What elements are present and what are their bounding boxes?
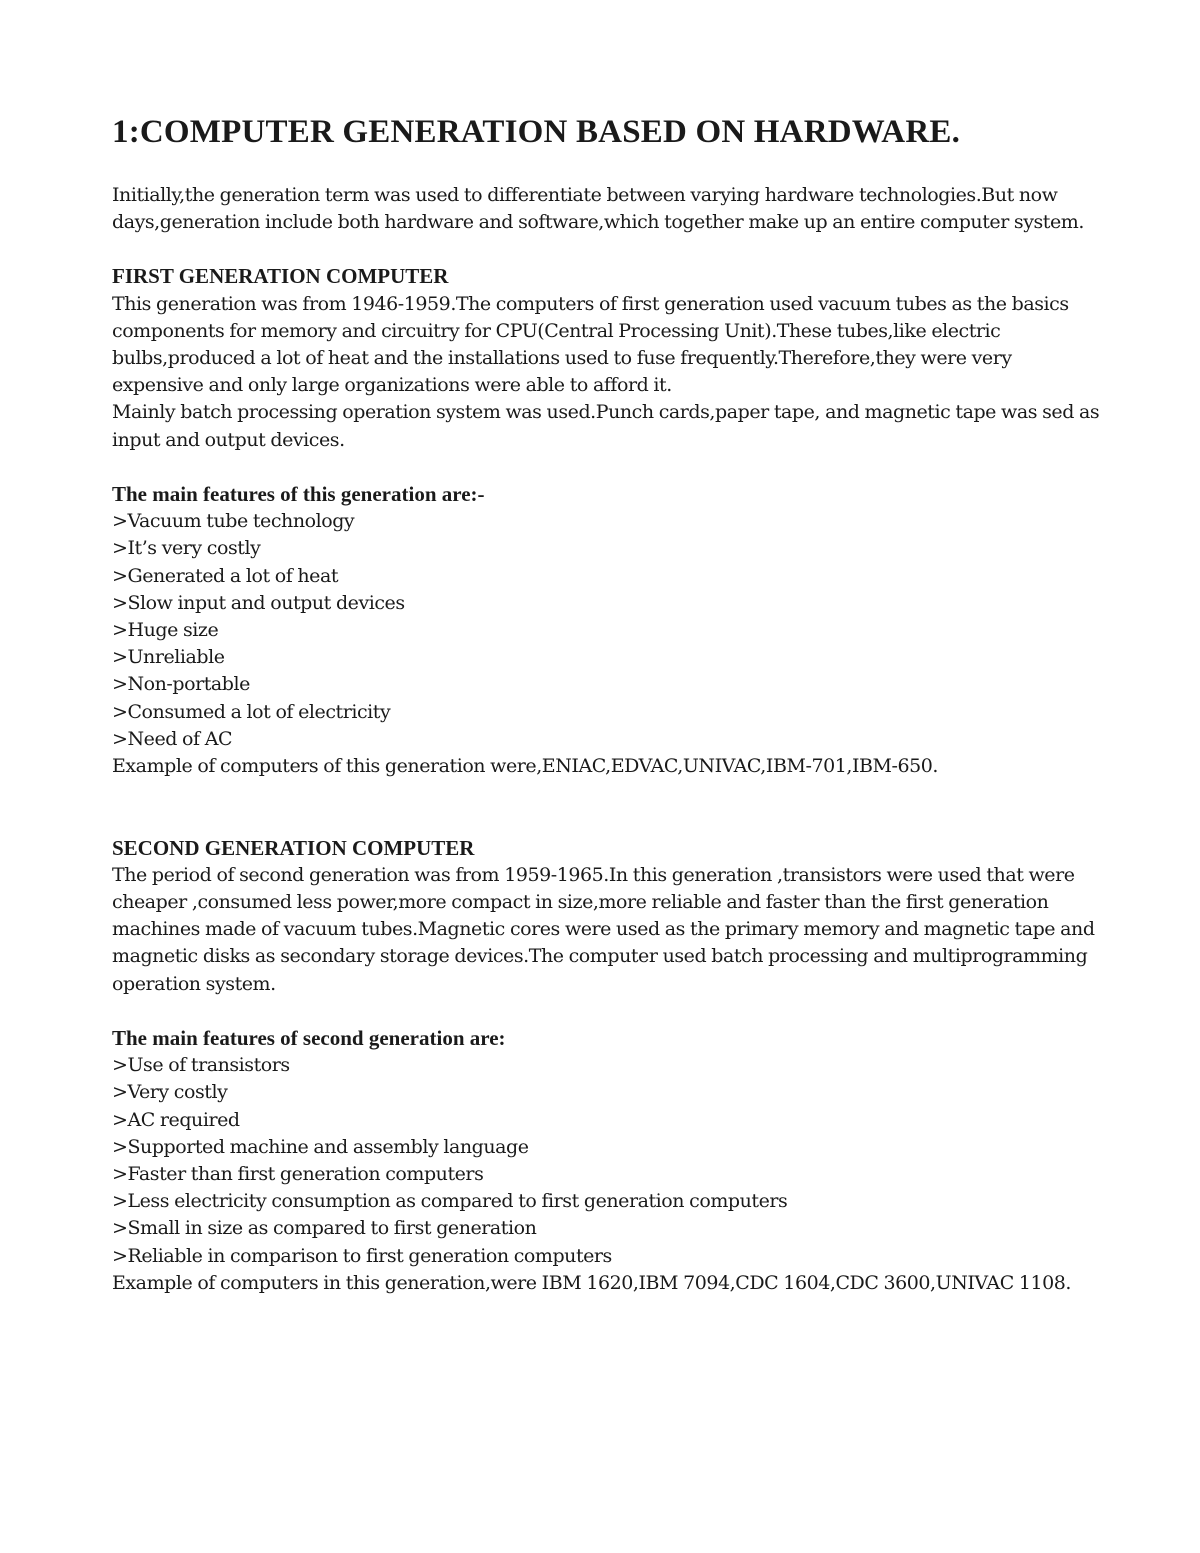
spacer	[112, 780, 1102, 834]
second-example-line: Example of computers in this generation,were IBM 1620,IBM 7094,CDC 1604,CDC 3600,UNIVAC 1108.	[112, 1271, 1072, 1294]
first-generation-paragraph: This generation was from 1946-1959.The computers of first generation used vacuum tubes as the basics components for memory and circuitry for CPU(Central Processing Unit).These tubes,like electric bulbs,produced a lot of heat and the installations used to fuse frequently.Therefore,they were very expensive and only large organizations were able to afford it.	[112, 292, 1069, 397]
first-features-heading: The main features of this generation are:-	[112, 482, 485, 507]
first-generation-io-paragraph: Mainly batch processing operation system was used.Punch cards,paper tape, and magnetic tape was sed as input and output devices.	[112, 401, 1100, 451]
first-features-list	[112, 508, 1102, 753]
list-item: >Use of transistors	[112, 1054, 290, 1077]
intro-paragraph: Initially,the generation term was used to differentiate between varying hardware technologies.But now days,generation include both hardware and software,which together make up an entire computer system.	[112, 184, 1084, 234]
list-item: >Generated a lot of heat	[112, 564, 339, 587]
list-item: >Need of AC	[112, 727, 233, 750]
second-features-list	[112, 1052, 1102, 1270]
second-generation-paragraph: The period of second generation was from 1959-1965.In this generation ,transistors were used that were cheaper ,consumed less power,more compact in size,more reliable and faster than the first generation machines made of vacuum tubes.Magnetic cores were used as the primary memory and magnetic tape and magnetic disks as secondary storage devices.The computer used batch processing and multiprogramming operation system.	[112, 863, 1095, 995]
list-item: >Slow input and output devices	[112, 591, 405, 614]
list-item: >Consumed a lot of electricity	[112, 700, 391, 723]
spacer	[112, 998, 1102, 1025]
first-generation-heading: FIRST GENERATION COMPUTER	[112, 264, 449, 289]
list-item: >It’s very costly	[112, 537, 261, 560]
document-page	[112, 112, 1102, 1297]
list-item: >Small in size as compared to first generation	[112, 1217, 537, 1240]
list-item: >Supported machine and assembly language	[112, 1135, 529, 1158]
list-item: >AC required	[112, 1108, 240, 1131]
list-item: >Very costly	[112, 1081, 228, 1104]
list-item: >Vacuum tube technology	[112, 510, 355, 533]
second-features-heading: The main features of second generation are:	[112, 1026, 506, 1051]
list-item: >Faster than first generation computers	[112, 1163, 484, 1186]
first-example-line: Example of computers of this generation were,ENIAC,EDVAC,UNIVAC,IBM-701,IBM-650.	[112, 755, 938, 778]
list-item: >Unreliable	[112, 646, 225, 669]
list-item: >Huge size	[112, 619, 219, 642]
second-generation-heading: SECOND GENERATION COMPUTER	[112, 835, 475, 860]
page-title: 1:COMPUTER GENERATION BASED ON HARDWARE.	[112, 114, 961, 150]
list-item: >Non-portable	[112, 673, 250, 696]
list-item: >Reliable in comparison to first generation computers	[112, 1244, 612, 1267]
spacer	[112, 454, 1102, 481]
list-item: >Less electricity consumption as compared to first generation computers	[112, 1190, 788, 1213]
